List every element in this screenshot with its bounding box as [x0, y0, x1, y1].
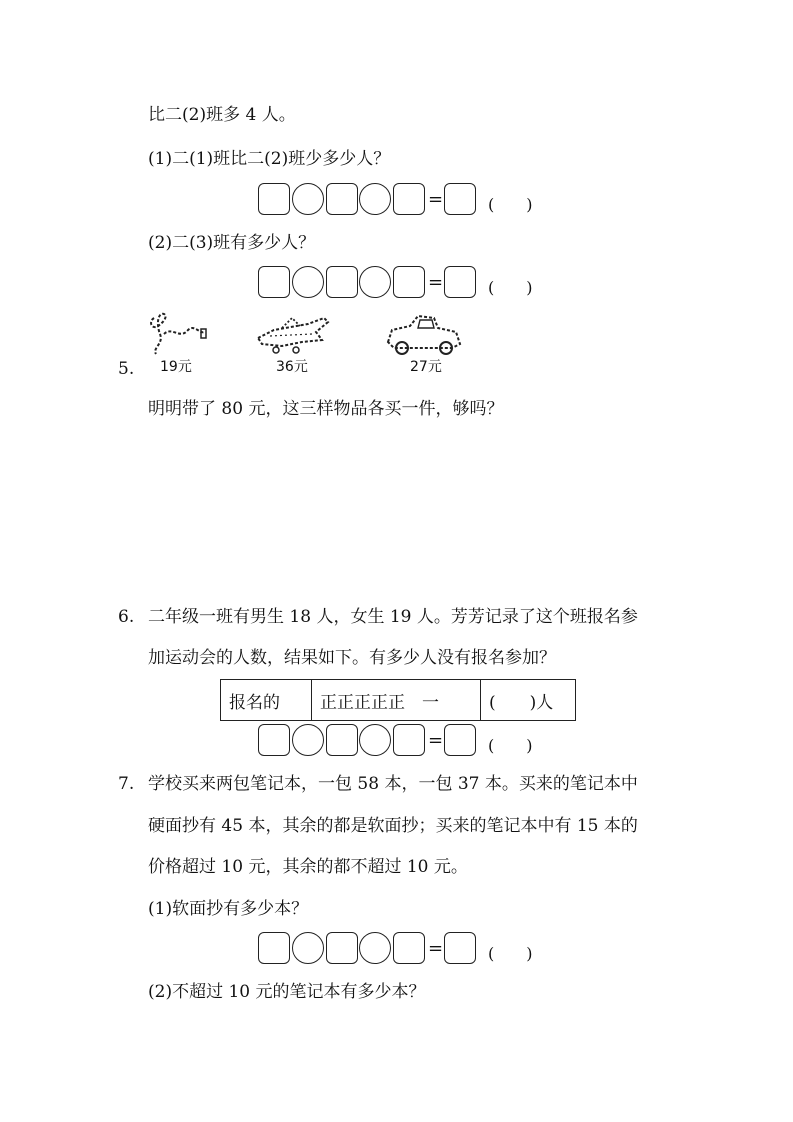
price-label: 19元	[160, 359, 192, 375]
unit-parentheses[interactable]: ( )	[488, 195, 533, 214]
number-box[interactable]	[326, 724, 358, 756]
equation-template	[258, 932, 558, 966]
registration-tally-table	[220, 679, 576, 721]
q6-number: 6.	[118, 607, 135, 627]
q7-text-line1: 学校买来两包笔记本，一包 58 本，一包 37 本。买来的笔记本中	[148, 774, 638, 794]
q5-number: 5.	[118, 359, 135, 379]
answer-box[interactable]	[444, 183, 476, 215]
q4-sub2-question: (2)二(3)班有多少人？	[148, 233, 316, 253]
number-box[interactable]	[393, 724, 425, 756]
unit-parentheses[interactable]: ( )	[488, 736, 533, 755]
q7-sub1-question: (1)软面抄有多少本？	[148, 899, 309, 919]
operator-circle[interactable]	[359, 724, 391, 756]
q6-text-line1: 二年级一班有男生 18 人，女生 19 人。芳芳记录了这个班报名参	[148, 607, 638, 627]
number-box[interactable]	[258, 724, 290, 756]
number-box[interactable]	[393, 183, 425, 215]
q4-continuation-text: 比二(2)班多 4 人。	[148, 105, 296, 125]
number-box[interactable]	[326, 266, 358, 298]
price-label: 27元	[410, 359, 442, 375]
table-cell-tally: 正正正正正 一	[312, 680, 481, 721]
table-cell-label: 报名的	[221, 680, 312, 721]
equals-sign: =	[428, 730, 444, 751]
number-box[interactable]	[258, 183, 290, 215]
number-box[interactable]	[258, 266, 290, 298]
q5-question-text: 明明带了 80 元，这三样物品各买一件，够吗？	[148, 399, 504, 419]
q7-number: 7.	[118, 774, 135, 794]
unit-parentheses[interactable]: ( )	[488, 278, 533, 297]
q7-text-line3: 价格超过 10 元，其余的都不超过 10 元。	[148, 857, 468, 877]
table-row	[221, 680, 576, 721]
q7-sub2-question: (2)不超过 10 元的笔记本有多少本？	[148, 982, 426, 1002]
number-box[interactable]	[326, 932, 358, 964]
number-box[interactable]	[393, 266, 425, 298]
operator-circle[interactable]	[292, 932, 324, 964]
operator-circle[interactable]	[359, 183, 391, 215]
equals-sign: =	[428, 938, 444, 959]
equals-sign: =	[428, 189, 444, 210]
operator-circle[interactable]	[292, 183, 324, 215]
operator-circle[interactable]	[292, 266, 324, 298]
toy-car-icon	[382, 312, 464, 358]
answer-box[interactable]	[444, 266, 476, 298]
q7-text-line2: 硬面抄有 45 本，其余的都是软面抄；买来的笔记本中有 15 本的	[148, 816, 638, 836]
answer-box[interactable]	[444, 932, 476, 964]
number-box[interactable]	[258, 932, 290, 964]
number-box[interactable]	[326, 183, 358, 215]
equation-template	[258, 724, 558, 758]
price-label: 36元	[276, 359, 308, 375]
jump-rope-icon	[146, 312, 208, 358]
table-cell-answer[interactable]: ( )人	[481, 680, 576, 721]
operator-circle[interactable]	[292, 724, 324, 756]
q6-text-line2: 加运动会的人数，结果如下。有多少人没有报名参加？	[148, 648, 556, 668]
answer-box[interactable]	[444, 724, 476, 756]
equals-sign: =	[428, 272, 444, 293]
number-box[interactable]	[393, 932, 425, 964]
airplane-toy-icon	[252, 312, 332, 358]
operator-circle[interactable]	[359, 932, 391, 964]
equation-template	[258, 266, 558, 300]
unit-parentheses[interactable]: ( )	[488, 944, 533, 963]
q4-sub1-question: (1)二(1)班比二(2)班少多少人？	[148, 149, 391, 169]
operator-circle[interactable]	[359, 266, 391, 298]
equation-template	[258, 183, 558, 217]
